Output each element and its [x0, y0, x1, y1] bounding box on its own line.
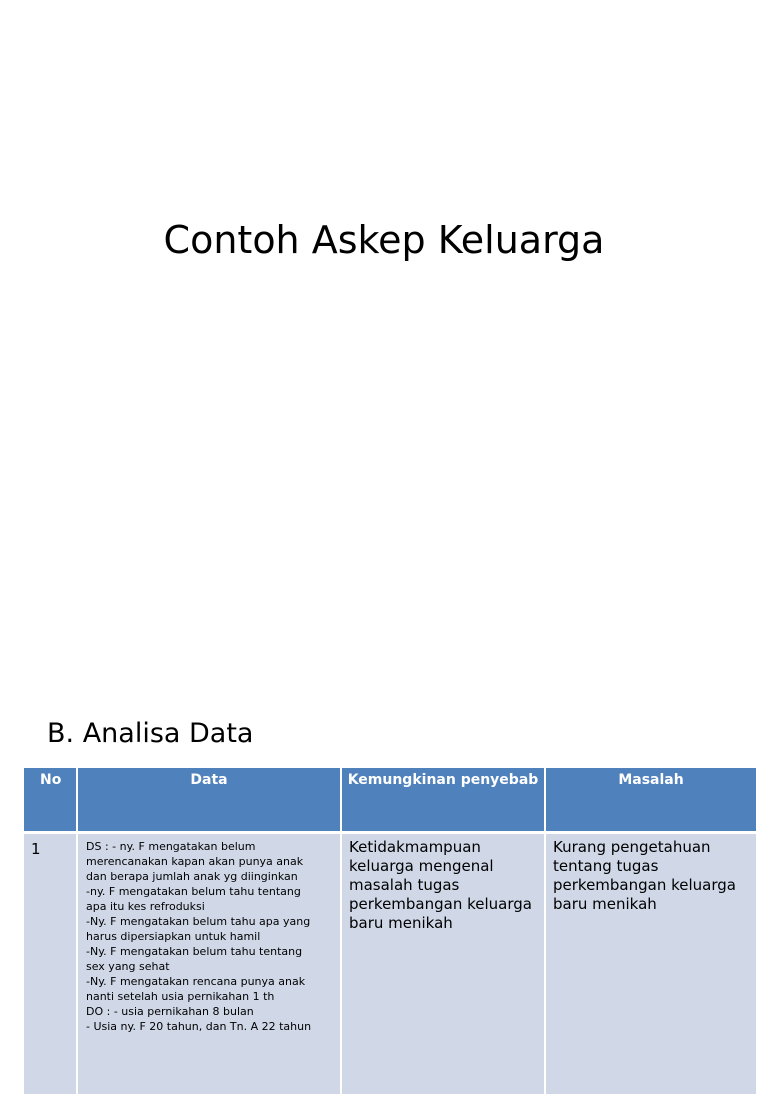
header-no: No [24, 768, 78, 831]
cell-no: 1 [24, 834, 78, 1094]
section-heading: B. Analisa Data [47, 718, 254, 749]
header-data: Data [78, 768, 342, 831]
cell-masalah: Kurang pengetahuan tentang tugas perkembangan keluarga baru menikah [553, 838, 736, 913]
header-masalah: Masalah [618, 772, 684, 788]
data-line: -Ny. F mengatakan belum tahu tentang [86, 945, 303, 958]
slide-analisa-data [0, 576, 768, 1033]
cell-kemungkinan-penyebab: Ketidakmampuan keluarga mengenal masalah tugas perkembangan keluarga baru menikah [342, 834, 546, 1094]
data-line: -Ny. F mengatakan rencana punya anak [86, 975, 306, 988]
data-line: merencanakan kapan akan punya anak [86, 855, 304, 868]
data-line: -Ny. F mengatakan belum tahu apa yang [86, 915, 311, 928]
data-line: harus dipersiapkan untuk hamil [86, 930, 261, 943]
data-line: dan berapa jumlah anak yg diinginkan [86, 870, 298, 883]
cell-data [78, 834, 342, 1094]
table-header-row [24, 768, 756, 833]
data-line: - Usia ny. F 20 tahun, dan Tn. A 22 tahun [86, 1020, 312, 1033]
table-row [24, 833, 756, 1094]
data-line: DO : - usia pernikahan 8 bulan [86, 1005, 254, 1018]
data-line: DS : - ny. F mengatakan belum [86, 840, 256, 853]
data-line: -ny. F mengatakan belum tahu tentang [86, 885, 301, 898]
data-line: sex yang sehat [86, 960, 170, 973]
header-kemungkinan-penyebab: Kemungkinan penyebab [342, 768, 546, 831]
analysis-table [24, 768, 756, 1094]
data-line: apa itu kes refroduksi [86, 900, 205, 913]
data-line: nanti setelah usia pernikahan 1 th [86, 990, 275, 1003]
slide-title-heading: Contoh Askep Keluarga [163, 218, 605, 262]
